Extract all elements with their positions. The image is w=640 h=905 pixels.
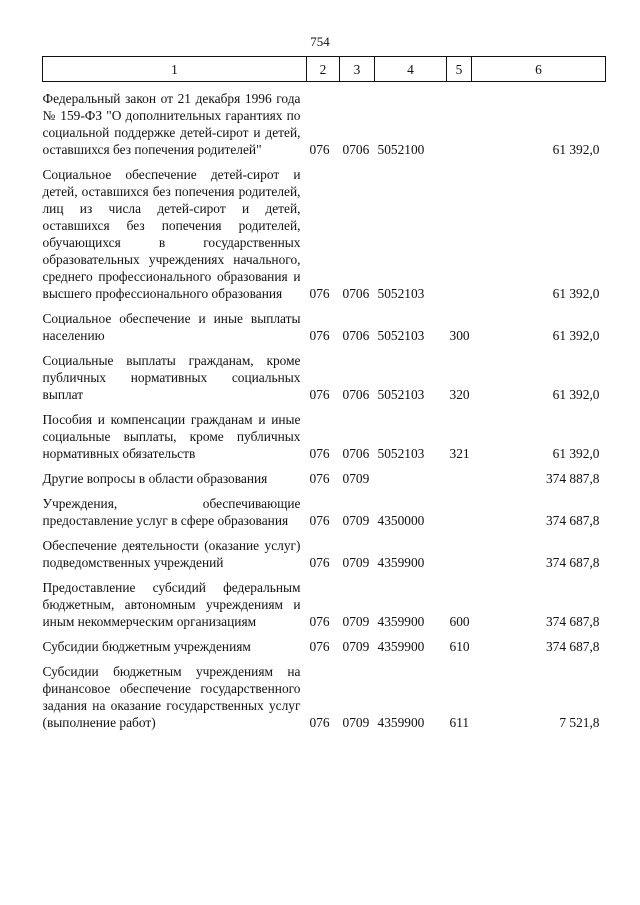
row-name: Социальное обеспечение детей-сирот и детей, оставшихся без попечения родителей, лиц из числа детей-сирот и детей, оставшихся без попечения родителей, обучающихся в государственных образовательных учреждениях начального, среднего профессионального образования и высшего профессионального образования	[42, 167, 301, 301]
row-ved: 076	[309, 614, 330, 629]
row-ved: 076	[309, 446, 330, 461]
row-vr: 321	[449, 446, 470, 461]
row-csr: 4359900	[377, 639, 425, 654]
row-csr: 4359900	[377, 555, 425, 570]
row-csr	[375, 464, 447, 489]
row-rzpr: 0706	[342, 387, 370, 402]
row-rzpr: 0709	[342, 715, 370, 730]
table-row	[43, 346, 606, 405]
row-vr	[447, 464, 472, 489]
table-row	[43, 160, 606, 304]
row-csr: 5052103	[377, 328, 425, 343]
row-name: Другие вопросы в области образования	[42, 471, 268, 486]
header-col-1: 1	[43, 57, 307, 82]
row-ved: 076	[309, 513, 330, 528]
row-name: Обеспечение деятельности (оказание услуг) подведомственных учреждений	[42, 538, 301, 570]
row-csr: 4350000	[377, 513, 425, 528]
header-col-2: 2	[307, 57, 340, 82]
row-name: Социальные выплаты гражданам, кроме публичных нормативных социальных выплат	[42, 353, 301, 402]
table-row	[43, 82, 606, 161]
row-rzpr: 0709	[342, 614, 370, 629]
row-csr: 4359900	[377, 715, 425, 730]
row-csr: 5052103	[377, 446, 425, 461]
page-number: 754	[310, 34, 330, 49]
row-vr: 300	[449, 328, 470, 343]
row-vr	[447, 489, 472, 531]
row-sum: 374 687,8	[545, 614, 600, 629]
row-ved: 076	[309, 142, 330, 157]
row-name: Федеральный закон от 21 декабря 1996 года № 159-ФЗ "О дополнительных гарантиях по социальной поддержке детей-сирот и детей, оставшихся без попечения родителей"	[42, 91, 301, 157]
row-vr: 320	[449, 387, 470, 402]
row-name: Социальное обеспечение и иные выплаты населению	[42, 311, 301, 343]
row-sum: 374 687,8	[545, 555, 600, 570]
row-ved: 076	[309, 471, 330, 486]
row-vr	[447, 160, 472, 304]
row-csr: 5052100	[377, 142, 425, 157]
table-row	[43, 657, 606, 733]
row-vr: 600	[449, 614, 470, 629]
budget-table	[42, 56, 606, 733]
row-csr: 5052103	[377, 286, 425, 301]
row-ved: 076	[309, 328, 330, 343]
row-sum: 374 687,8	[545, 639, 600, 654]
row-csr: 4359900	[377, 614, 425, 629]
header-col-3: 3	[340, 57, 375, 82]
row-rzpr: 0709	[342, 555, 370, 570]
row-sum: 61 392,0	[552, 446, 600, 461]
row-name: Субсидии бюджетным учреждениям на финансовое обеспечение государственного задания на оказание государственных услуг (выполнение работ)	[42, 664, 301, 730]
header-col-4: 4	[375, 57, 447, 82]
row-ved: 076	[309, 286, 330, 301]
table-row	[43, 632, 606, 657]
row-ved: 076	[309, 387, 330, 402]
row-rzpr: 0706	[342, 328, 370, 343]
row-ved: 076	[309, 715, 330, 730]
row-sum: 374 687,8	[545, 513, 600, 528]
row-rzpr: 0709	[342, 639, 370, 654]
header-col-5: 5	[447, 57, 472, 82]
row-name: Субсидии бюджетным учреждениям	[42, 639, 251, 654]
row-vr	[447, 531, 472, 573]
row-rzpr: 0709	[342, 471, 370, 486]
header-col-6: 6	[472, 57, 606, 82]
table-row	[43, 304, 606, 346]
row-rzpr: 0706	[342, 286, 370, 301]
row-vr: 611	[449, 715, 470, 730]
row-sum: 61 392,0	[552, 286, 600, 301]
row-sum: 61 392,0	[552, 142, 600, 157]
row-rzpr: 0706	[342, 446, 370, 461]
row-rzpr: 0709	[342, 513, 370, 528]
row-sum: 61 392,0	[552, 328, 600, 343]
row-sum: 7 521,8	[559, 715, 600, 730]
table-row	[43, 489, 606, 531]
table-row	[43, 464, 606, 489]
row-vr: 610	[449, 639, 470, 654]
table-row	[43, 573, 606, 632]
table-row	[43, 405, 606, 464]
row-name: Предоставление субсидий федеральным бюджетным, автономным учреждениям и иным некоммерческим организациям	[42, 580, 301, 629]
row-name: Пособия и компенсации гражданам и иные социальные выплаты, кроме публичных нормативных обязательств	[42, 412, 301, 461]
row-vr	[447, 82, 472, 161]
row-ved: 076	[309, 555, 330, 570]
row-ved: 076	[309, 639, 330, 654]
row-sum: 374 887,8	[545, 471, 600, 486]
table-row	[43, 531, 606, 573]
row-rzpr: 0706	[342, 142, 370, 157]
row-sum: 61 392,0	[552, 387, 600, 402]
row-name: Учреждения, обеспечивающие предоставление услуг в сфере образования	[42, 496, 301, 528]
row-csr: 5052103	[377, 387, 425, 402]
table-header	[43, 57, 606, 82]
